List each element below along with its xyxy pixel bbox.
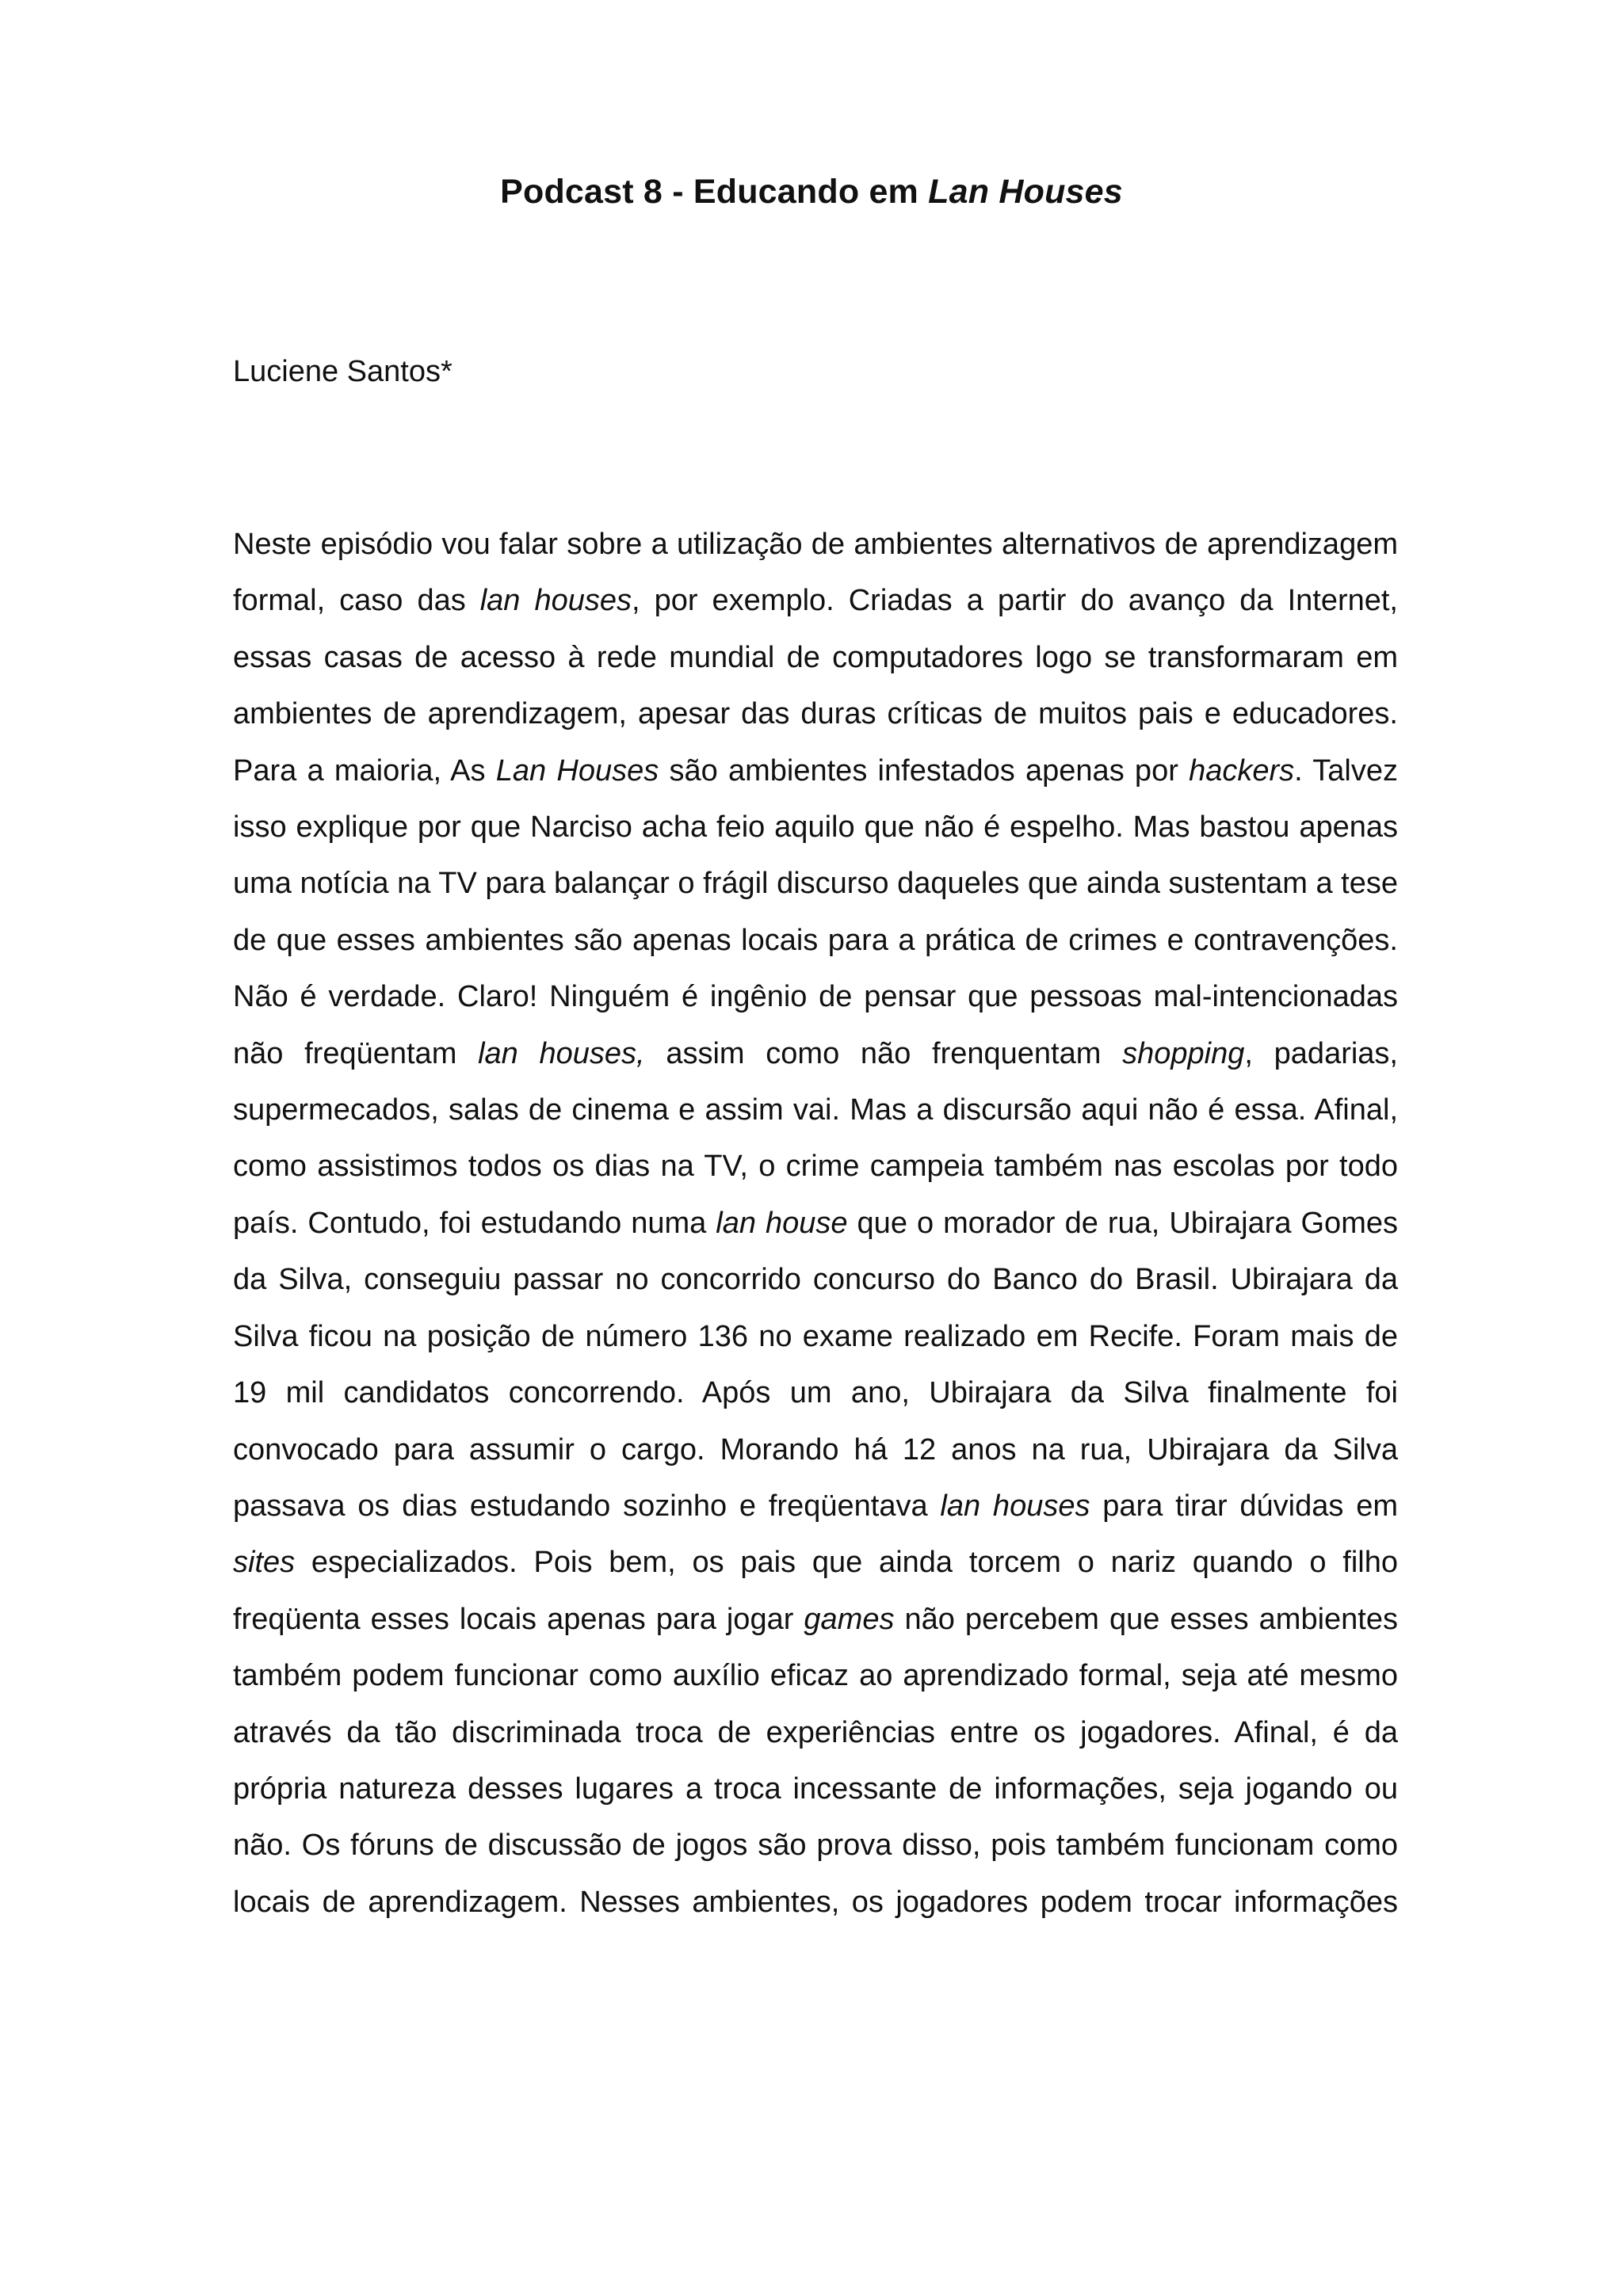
italic-term: hackers — [1189, 753, 1295, 788]
text-run: que o morador de rua, Ubirajara Gomes da Silva, conseguiu passar no concorrido concurso do Banco do Brasil. Ubirajara da Silva ficou na posição de número 136 no exame realizado em Recife. Foram mais de 19 mil candidatos concorrendo. Após um ano, Ubirajara da Silva finalmente foi convocado para assumir o cargo. Morando há 12 anos na rua, Ubirajara da Silva passava os dias estudando sozinho e freqüentava — [233, 1206, 1398, 1523]
italic-term: games — [804, 1602, 895, 1636]
author-name: Luciene Santos* — [233, 355, 453, 388]
italic-term: Lan Houses — [495, 753, 659, 788]
italic-term: sites — [233, 1546, 296, 1580]
text-run: são ambientes infestados apenas por — [659, 753, 1190, 788]
title-prefix: Podcast 8 - Educando em — [500, 173, 929, 211]
text-run: Neste episódio vou falar sobre a utilização de ambientes alternativos de aprendizagem formal, caso das — [233, 528, 1398, 618]
italic-term: lan houses — [940, 1489, 1090, 1523]
text-run: , padarias, supermecados, salas de cinema e assim vai. Mas a discursão aqui não é essa. Afinal, como assistimos todos os dias na TV, o crime campeia também nas escolas por todo país. Contudo, foi estudando numa — [233, 1036, 1398, 1240]
italic-term: lan houses — [479, 584, 632, 618]
text-run: assim como não frenquentam — [644, 1036, 1123, 1070]
text-run: especializados. Pois bem, os pais que ainda torcem o nariz quando o filho freqüenta esses locais apenas para jogar — [233, 1546, 1398, 1636]
title-italic: Lan Houses — [928, 173, 1123, 211]
text-run: para tirar dúvidas em — [1090, 1489, 1398, 1523]
italic-term: lan house — [716, 1206, 848, 1240]
document-title — [0, 168, 1623, 215]
italic-term: shopping — [1122, 1036, 1245, 1070]
text-run: não percebem que esses ambientes também podem funcionar como auxílio eficaz ao aprendizado formal, seja até mesmo através da tão discriminada troca de experiências entre os jogadores. Afinal, é da própria natureza desses lugares a troca incessante de informações, seja jogando ou não. Os fóruns de discussão de jogos são prova disso, pois também funcionam como locais de aprendizagem. Nesses ambientes, os jogadores podem trocar informações — [233, 1602, 1398, 1919]
text-run: , por exemplo. Criadas a partir do avanço da Internet, essas casas de acesso à rede mundial de computadores logo se transformaram em ambientes de aprendizagem, apesar das duras críticas de muitos pais e educadores. Para a maioria, As — [233, 584, 1398, 788]
italic-term: lan houses, — [478, 1036, 645, 1070]
body-paragraph — [233, 517, 1398, 1931]
text-run: . Talvez isso explique por que Narciso acha feio aquilo que não é espelho. Mas bastou apenas uma notícia na TV para balançar o frágil discurso daqueles que ainda sustentam a tese de que esses ambientes são apenas locais para a prática de crimes e contravenções. Não é verdade. Claro! Ninguém é ingênio de pensar que pessoas mal-intencionadas não freqüentam — [233, 753, 1398, 1070]
